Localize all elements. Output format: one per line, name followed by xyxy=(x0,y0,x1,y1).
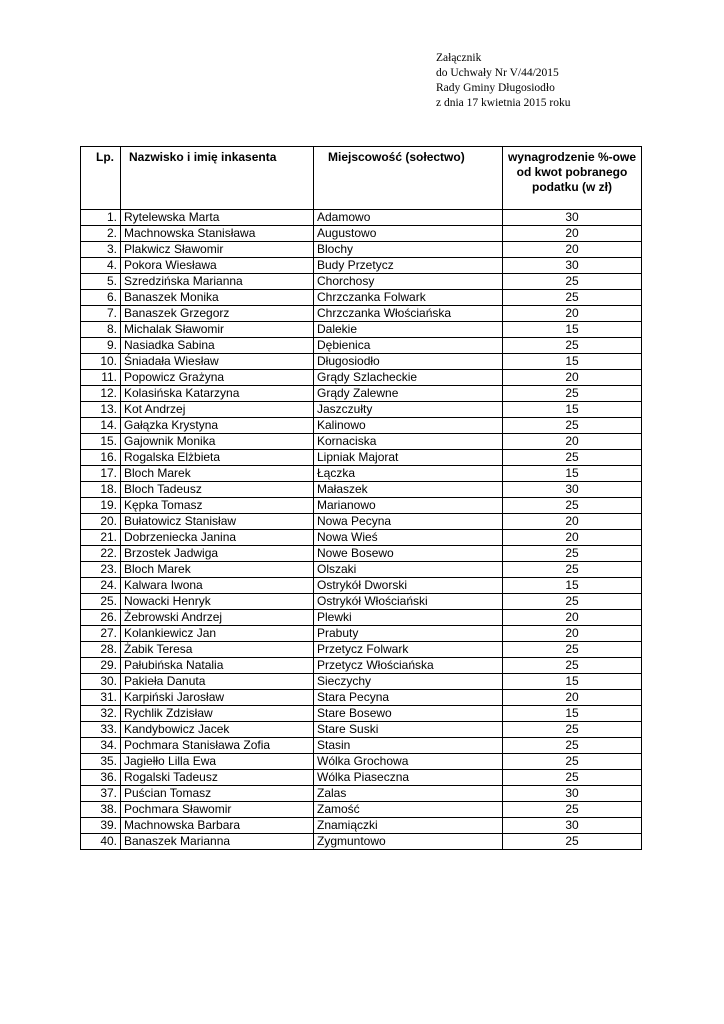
cell-collector-name: Żabik Teresa xyxy=(121,642,314,658)
cell-lp: 12. xyxy=(81,386,121,402)
cell-place: Dalekie xyxy=(314,322,503,338)
table-row xyxy=(81,514,642,530)
table-row xyxy=(81,306,642,322)
cell-lp: 39. xyxy=(81,818,121,834)
table-row xyxy=(81,530,642,546)
cell-collector-name: Machnowska Stanisława xyxy=(121,226,314,242)
header-lp: Lp. xyxy=(81,147,121,210)
table-row xyxy=(81,578,642,594)
cell-lp: 34. xyxy=(81,738,121,754)
cell-pay-percent: 25 xyxy=(503,450,642,466)
cell-lp: 28. xyxy=(81,642,121,658)
cell-collector-name: Kolankiewicz Jan xyxy=(121,626,314,642)
cell-lp: 13. xyxy=(81,402,121,418)
cell-collector-name: Rogalska Elżbieta xyxy=(121,450,314,466)
cell-place: Dębienica xyxy=(314,338,503,354)
cell-collector-name: Nowacki Henryk xyxy=(121,594,314,610)
cell-collector-name: Pakieła Danuta xyxy=(121,674,314,690)
cell-lp: 29. xyxy=(81,658,121,674)
cell-place: Chorchosy xyxy=(314,274,503,290)
cell-pay-percent: 25 xyxy=(503,834,642,850)
cell-place: Augustowo xyxy=(314,226,503,242)
table-row xyxy=(81,226,642,242)
cell-collector-name: Pałubińska Natalia xyxy=(121,658,314,674)
table-row xyxy=(81,594,642,610)
cell-place: Budy Przetycz xyxy=(314,258,503,274)
cell-pay-percent: 25 xyxy=(503,338,642,354)
cell-pay-percent: 25 xyxy=(503,290,642,306)
cell-pay-percent: 20 xyxy=(503,434,642,450)
cell-place: Jaszczułty xyxy=(314,402,503,418)
cell-pay-percent: 25 xyxy=(503,722,642,738)
cell-pay-percent: 20 xyxy=(503,514,642,530)
cell-lp: 35. xyxy=(81,754,121,770)
table-row xyxy=(81,258,642,274)
table-row xyxy=(81,466,642,482)
cell-lp: 10. xyxy=(81,354,121,370)
cell-lp: 36. xyxy=(81,770,121,786)
cell-pay-percent: 20 xyxy=(503,242,642,258)
cell-lp: 24. xyxy=(81,578,121,594)
cell-place: Znamiączki xyxy=(314,818,503,834)
cell-place: Sieczychy xyxy=(314,674,503,690)
cell-lp: 20. xyxy=(81,514,121,530)
cell-collector-name: Kolasińska Katarzyna xyxy=(121,386,314,402)
cell-lp: 40. xyxy=(81,834,121,850)
cell-pay-percent: 20 xyxy=(503,306,642,322)
cell-collector-name: Banaszek Marianna xyxy=(121,834,314,850)
cell-place: Ostrykół Dworski xyxy=(314,578,503,594)
cell-place: Długosiodło xyxy=(314,354,503,370)
table-row xyxy=(81,242,642,258)
cell-pay-percent: 25 xyxy=(503,658,642,674)
table-row xyxy=(81,370,642,386)
cell-place: Olszaki xyxy=(314,562,503,578)
cell-place: Stare Bosewo xyxy=(314,706,503,722)
cell-lp: 19. xyxy=(81,498,121,514)
header-line-council: Rady Gminy Długosiodło xyxy=(436,82,555,94)
cell-collector-name: Pochmara Stanisława Zofia xyxy=(121,738,314,754)
cell-pay-percent: 15 xyxy=(503,402,642,418)
table-row xyxy=(81,402,642,418)
cell-collector-name: Nasiadka Sabina xyxy=(121,338,314,354)
cell-lp: 6. xyxy=(81,290,121,306)
cell-collector-name: Popowicz Grażyna xyxy=(121,370,314,386)
cell-collector-name: Bloch Marek xyxy=(121,562,314,578)
cell-pay-percent: 25 xyxy=(503,498,642,514)
cell-place: Grądy Zalewne xyxy=(314,386,503,402)
cell-collector-name: Kot Andrzej xyxy=(121,402,314,418)
cell-place: Stare Suski xyxy=(314,722,503,738)
cell-pay-percent: 30 xyxy=(503,482,642,498)
cell-collector-name: Brzostek Jadwiga xyxy=(121,546,314,562)
cell-place: Marianowo xyxy=(314,498,503,514)
cell-collector-name: Rychlik Zdzisław xyxy=(121,706,314,722)
cell-lp: 14. xyxy=(81,418,121,434)
cell-lp: 4. xyxy=(81,258,121,274)
table-body xyxy=(81,210,642,850)
cell-place: Plewki xyxy=(314,610,503,626)
cell-collector-name: Bloch Marek xyxy=(121,466,314,482)
cell-pay-percent: 30 xyxy=(503,786,642,802)
cell-collector-name: Gałązka Krystyna xyxy=(121,418,314,434)
cell-collector-name: Bloch Tadeusz xyxy=(121,482,314,498)
table-row xyxy=(81,770,642,786)
table-row xyxy=(81,546,642,562)
header-pay: wynagrodzenie %-owe od kwot pobranego podatku (w zł) xyxy=(503,147,642,210)
table-row xyxy=(81,274,642,290)
table-row xyxy=(81,354,642,370)
table-row xyxy=(81,418,642,434)
cell-lp: 26. xyxy=(81,610,121,626)
cell-lp: 5. xyxy=(81,274,121,290)
cell-collector-name: Banaszek Monika xyxy=(121,290,314,306)
cell-pay-percent: 30 xyxy=(503,258,642,274)
header-place: Miejscowość (sołectwo) xyxy=(314,147,503,210)
cell-place: Nowa Pecyna xyxy=(314,514,503,530)
collectors-table xyxy=(80,146,642,850)
cell-pay-percent: 25 xyxy=(503,802,642,818)
cell-pay-percent: 20 xyxy=(503,690,642,706)
cell-pay-percent: 15 xyxy=(503,322,642,338)
table-row xyxy=(81,626,642,642)
cell-place: Adamowo xyxy=(314,210,503,226)
cell-pay-percent: 15 xyxy=(503,466,642,482)
cell-pay-percent: 25 xyxy=(503,754,642,770)
table-row xyxy=(81,610,642,626)
cell-lp: 1. xyxy=(81,210,121,226)
cell-place: Stasin xyxy=(314,738,503,754)
table-row xyxy=(81,450,642,466)
cell-place: Ostrykół Włościański xyxy=(314,594,503,610)
cell-place: Chrzczanka Włościańska xyxy=(314,306,503,322)
cell-pay-percent: 25 xyxy=(503,562,642,578)
cell-place: Zygmuntowo xyxy=(314,834,503,850)
cell-lp: 21. xyxy=(81,530,121,546)
cell-pay-percent: 25 xyxy=(503,546,642,562)
table-row xyxy=(81,338,642,354)
table-row xyxy=(81,322,642,338)
cell-collector-name: Pochmara Sławomir xyxy=(121,802,314,818)
cell-pay-percent: 20 xyxy=(503,610,642,626)
cell-lp: 37. xyxy=(81,786,121,802)
cell-pay-percent: 25 xyxy=(503,594,642,610)
cell-collector-name: Pokora Wiesława xyxy=(121,258,314,274)
cell-lp: 38. xyxy=(81,802,121,818)
cell-place: Nowe Bosewo xyxy=(314,546,503,562)
table-row xyxy=(81,786,642,802)
cell-collector-name: Machnowska Barbara xyxy=(121,818,314,834)
cell-place: Lipniak Majorat xyxy=(314,450,503,466)
cell-place: Nowa Wieś xyxy=(314,530,503,546)
table-row xyxy=(81,690,642,706)
cell-pay-percent: 30 xyxy=(503,210,642,226)
cell-collector-name: Karpiński Jarosław xyxy=(121,690,314,706)
cell-collector-name: Kandybowicz Jacek xyxy=(121,722,314,738)
cell-collector-name: Szredzińska Marianna xyxy=(121,274,314,290)
table-header-row xyxy=(81,147,642,210)
header-line-attachment: Załącznik xyxy=(436,52,482,64)
table-row xyxy=(81,674,642,690)
table-row xyxy=(81,210,642,226)
cell-place: Grądy Szlacheckie xyxy=(314,370,503,386)
table-row xyxy=(81,434,642,450)
cell-lp: 17. xyxy=(81,466,121,482)
cell-lp: 22. xyxy=(81,546,121,562)
cell-collector-name: Michalak Sławomir xyxy=(121,322,314,338)
cell-lp: 8. xyxy=(81,322,121,338)
cell-lp: 23. xyxy=(81,562,121,578)
cell-place: Przetycz Folwark xyxy=(314,642,503,658)
document-header xyxy=(436,51,570,111)
cell-place: Małaszek xyxy=(314,482,503,498)
table-row xyxy=(81,386,642,402)
cell-collector-name: Kępka Tomasz xyxy=(121,498,314,514)
cell-lp: 32. xyxy=(81,706,121,722)
header-name: Nazwisko i imię inkasenta xyxy=(121,147,314,210)
cell-collector-name: Plakwicz Sławomir xyxy=(121,242,314,258)
cell-pay-percent: 25 xyxy=(503,386,642,402)
cell-lp: 25. xyxy=(81,594,121,610)
cell-collector-name: Bułatowicz Stanisław xyxy=(121,514,314,530)
table-row xyxy=(81,642,642,658)
cell-pay-percent: 15 xyxy=(503,674,642,690)
cell-place: Kalinowo xyxy=(314,418,503,434)
cell-pay-percent: 20 xyxy=(503,370,642,386)
cell-lp: 16. xyxy=(81,450,121,466)
cell-lp: 7. xyxy=(81,306,121,322)
cell-collector-name: Rytelewska Marta xyxy=(121,210,314,226)
cell-lp: 33. xyxy=(81,722,121,738)
cell-lp: 2. xyxy=(81,226,121,242)
header-line-date: z dnia 17 kwietnia 2015 roku xyxy=(436,97,571,109)
cell-pay-percent: 25 xyxy=(503,738,642,754)
cell-collector-name: Żebrowski Andrzej xyxy=(121,610,314,626)
table-row xyxy=(81,562,642,578)
table-row xyxy=(81,482,642,498)
table-row xyxy=(81,834,642,850)
table-row xyxy=(81,722,642,738)
cell-place: Prabuty xyxy=(314,626,503,642)
cell-place: Zamość xyxy=(314,802,503,818)
table-row xyxy=(81,754,642,770)
cell-collector-name: Rogalski Tadeusz xyxy=(121,770,314,786)
cell-lp: 31. xyxy=(81,690,121,706)
cell-place: Przetycz Włościańska xyxy=(314,658,503,674)
cell-pay-percent: 25 xyxy=(503,418,642,434)
cell-pay-percent: 20 xyxy=(503,226,642,242)
table-row xyxy=(81,738,642,754)
cell-lp: 18. xyxy=(81,482,121,498)
cell-place: Łączka xyxy=(314,466,503,482)
cell-pay-percent: 15 xyxy=(503,578,642,594)
table-row xyxy=(81,706,642,722)
cell-collector-name: Dobrzeniecka Janina xyxy=(121,530,314,546)
cell-lp: 11. xyxy=(81,370,121,386)
cell-place: Stara Pecyna xyxy=(314,690,503,706)
cell-pay-percent: 15 xyxy=(503,354,642,370)
table-row xyxy=(81,498,642,514)
cell-lp: 30. xyxy=(81,674,121,690)
cell-lp: 3. xyxy=(81,242,121,258)
table-row xyxy=(81,818,642,834)
cell-lp: 15. xyxy=(81,434,121,450)
cell-collector-name: Banaszek Grzegorz xyxy=(121,306,314,322)
cell-place: Zalas xyxy=(314,786,503,802)
cell-pay-percent: 30 xyxy=(503,818,642,834)
cell-place: Kornaciska xyxy=(314,434,503,450)
table-row xyxy=(81,290,642,306)
cell-collector-name: Gajownik Monika xyxy=(121,434,314,450)
cell-place: Chrzczanka Folwark xyxy=(314,290,503,306)
cell-collector-name: Puścian Tomasz xyxy=(121,786,314,802)
cell-collector-name: Śniadała Wiesław xyxy=(121,354,314,370)
table-row xyxy=(81,658,642,674)
cell-pay-percent: 25 xyxy=(503,770,642,786)
cell-pay-percent: 20 xyxy=(503,530,642,546)
cell-collector-name: Jagiełło Lilla Ewa xyxy=(121,754,314,770)
table-row xyxy=(81,802,642,818)
cell-collector-name: Kalwara Iwona xyxy=(121,578,314,594)
cell-pay-percent: 20 xyxy=(503,626,642,642)
cell-pay-percent: 15 xyxy=(503,706,642,722)
cell-pay-percent: 25 xyxy=(503,642,642,658)
cell-pay-percent: 25 xyxy=(503,274,642,290)
cell-lp: 9. xyxy=(81,338,121,354)
header-line-resolution: do Uchwały Nr V/44/2015 xyxy=(436,67,559,79)
cell-place: Wólka Piaseczna xyxy=(314,770,503,786)
cell-place: Wólka Grochowa xyxy=(314,754,503,770)
cell-place: Blochy xyxy=(314,242,503,258)
cell-lp: 27. xyxy=(81,626,121,642)
